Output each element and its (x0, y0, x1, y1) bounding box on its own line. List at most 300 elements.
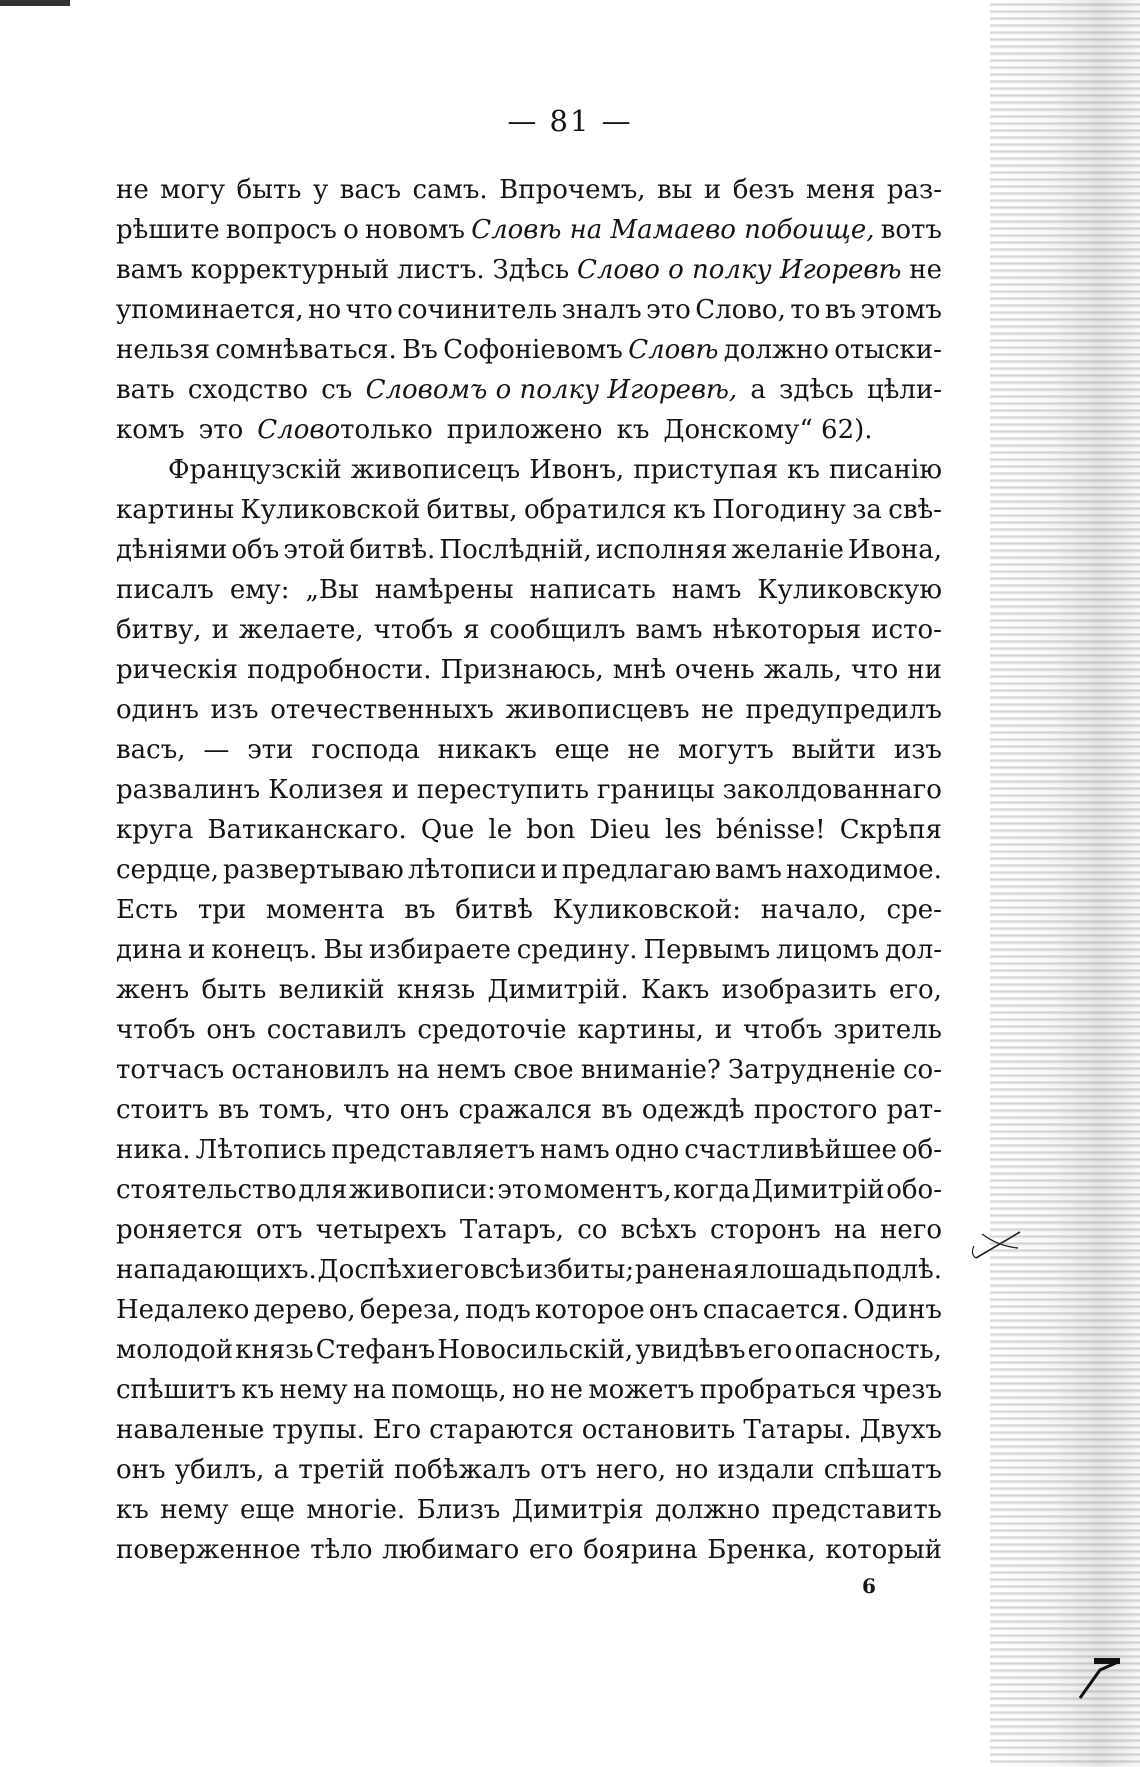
word: исполняя (595, 535, 728, 565)
word: Близъ (416, 1495, 501, 1525)
text-line (116, 170, 942, 210)
word: роняется (116, 1215, 243, 1245)
word: безъ (732, 175, 795, 205)
word: его (434, 1255, 480, 1285)
word: чтобъ (743, 1015, 823, 1045)
word: Слово о полку Игоревѣ (576, 255, 902, 285)
word: отъ (255, 1215, 303, 1245)
word: Димитрій (751, 1175, 885, 1205)
word: намѣрены (374, 575, 514, 605)
word: изобразить (721, 975, 877, 1005)
text-line (116, 650, 942, 690)
word: это (646, 295, 691, 325)
word: къ (673, 495, 706, 525)
text-line (116, 610, 942, 650)
word: не (627, 735, 661, 765)
word: лицомъ (776, 935, 880, 965)
word: одинъ (116, 695, 199, 725)
word: переступить (416, 775, 589, 805)
word: чтобъ (116, 1015, 196, 1045)
word: Одинъ (853, 1295, 942, 1325)
word: что (345, 295, 393, 325)
word: Куликовской: (552, 895, 742, 925)
word: но (511, 1375, 545, 1405)
word: что (851, 655, 899, 685)
word: Двухъ (859, 1415, 942, 1445)
word: Послѣдній, (439, 535, 592, 565)
word: всѣ (480, 1255, 525, 1285)
text-line (116, 1050, 942, 1090)
word: вотъ (880, 215, 942, 245)
word: ни (907, 655, 942, 685)
word: Лѣтопись (195, 1135, 327, 1165)
word: нему (279, 1375, 348, 1405)
word: всѣхъ (620, 1215, 697, 1245)
word: свое (513, 1055, 574, 1085)
text-line (116, 530, 942, 570)
word: но (308, 295, 342, 325)
word: живописцевъ (505, 695, 690, 725)
scan-edge-artifact (0, 0, 70, 6)
word: должно (723, 335, 829, 365)
word: упоминается, (116, 295, 304, 325)
word: Недалеко (116, 1295, 250, 1325)
word: вать (116, 375, 175, 405)
word: нельзя (116, 335, 210, 365)
word: листъ. (397, 255, 485, 285)
word: меня (806, 175, 876, 205)
word: къ (241, 1375, 275, 1405)
word: три (197, 895, 247, 925)
word: издали (717, 1455, 815, 1485)
text-line (116, 370, 942, 410)
word: об- (901, 1135, 942, 1165)
text-line (116, 1170, 942, 1210)
word: что (343, 1095, 391, 1125)
word: еще (239, 1495, 295, 1525)
word: Признаюсь, (440, 655, 604, 685)
word: не (550, 1375, 584, 1405)
word: къ (787, 455, 820, 485)
word: и (391, 775, 409, 805)
word: картины, (577, 1015, 704, 1045)
word: новомъ (364, 215, 465, 245)
word: князь (396, 975, 476, 1005)
text-line (116, 1330, 942, 1370)
word: за (852, 495, 882, 525)
word: комъ (116, 415, 185, 445)
word: развертываю (222, 855, 404, 885)
text-line (116, 250, 942, 290)
word: можетъ (588, 1375, 695, 1405)
word: онъ (206, 1015, 256, 1045)
word: Слово (257, 415, 341, 445)
word: къ (116, 1495, 149, 1525)
word: еще (554, 735, 610, 765)
word: Словѣ (628, 335, 719, 365)
word: заколдованнаго (722, 775, 942, 805)
word: не (701, 695, 734, 725)
word: третій (298, 1455, 385, 1485)
word: очень (675, 655, 755, 685)
word: круга (116, 815, 194, 845)
word: и (540, 855, 558, 885)
word: Куликовской (240, 495, 421, 525)
word: онъ (399, 1095, 450, 1125)
text-line (116, 970, 942, 1010)
word: конецъ. (211, 935, 318, 965)
word: Колизея (268, 775, 384, 805)
word: сочинитель (397, 295, 558, 325)
text-line (116, 690, 942, 730)
word: зритель (833, 1015, 942, 1045)
word: сомнѣваться. (215, 335, 397, 365)
word: васъ, (116, 735, 186, 765)
word: дерево, (253, 1295, 356, 1325)
word: желаете, (238, 615, 364, 645)
word: это (198, 415, 244, 445)
body-text (116, 170, 942, 1570)
word: Димитрія (511, 1495, 644, 1525)
word: и (188, 935, 206, 965)
word: выйти (791, 735, 876, 765)
word: увидѣвъ (635, 1335, 746, 1365)
text-line (116, 850, 942, 890)
word: въ (601, 1095, 633, 1125)
word: избиты; (525, 1255, 635, 1285)
word: Димитрій. (487, 975, 629, 1005)
word: приложено (446, 415, 603, 445)
word: Впрочемъ, (499, 175, 646, 205)
text-line (116, 1410, 942, 1450)
word: которое (535, 1295, 645, 1325)
word: битвѣ (455, 895, 533, 925)
text-line (116, 890, 942, 930)
text-line (116, 810, 942, 850)
word: предлагаю (561, 855, 712, 885)
text-line (116, 1490, 942, 1530)
word: Словомъ о полку Игоревѣ, (365, 375, 738, 405)
word: женъ (116, 975, 190, 1005)
word: многіе. (306, 1495, 406, 1525)
word: „Вы (305, 575, 359, 605)
text-line (116, 1010, 942, 1050)
text-line (116, 1250, 942, 1290)
word: на (353, 1375, 386, 1405)
word: Татаръ, (459, 1215, 565, 1245)
text-line (116, 730, 942, 770)
word: отечественныхъ (270, 695, 494, 725)
word: написать (529, 575, 656, 605)
word: приступая (633, 455, 779, 485)
word: свѣ- (888, 495, 942, 525)
word: Доспѣхи (317, 1255, 434, 1285)
word: томъ, (258, 1095, 334, 1125)
word: только (340, 415, 433, 445)
word: Здѣсь (492, 255, 570, 285)
word: въ (824, 295, 857, 325)
word: побѣжалъ (394, 1455, 531, 1485)
word: когда (673, 1175, 751, 1205)
word: les (664, 815, 702, 845)
word: писалъ (116, 575, 214, 605)
word: Первымъ (643, 935, 771, 965)
word: Есть (116, 895, 179, 925)
word: сторонъ (709, 1215, 821, 1245)
word: Dieu (589, 815, 651, 845)
word: и (703, 175, 722, 205)
word: онъ (116, 1455, 166, 1485)
word: могу (160, 175, 226, 205)
word: простого (753, 1095, 878, 1125)
word: помощь, (391, 1375, 507, 1405)
word: чтобъ (373, 615, 454, 645)
word: Словѣ на Мамаево побоище, (471, 215, 875, 245)
word: сердце, (116, 855, 219, 885)
word: битву, (116, 615, 202, 645)
word: bénisse! (716, 815, 826, 845)
word: его, (888, 975, 942, 1005)
word: средоточіе (417, 1015, 567, 1045)
word: эти (247, 735, 294, 765)
word: подлѣ. (852, 1255, 942, 1285)
word: остановить (581, 1415, 736, 1445)
word: четырехъ (315, 1215, 447, 1245)
word: битвы, (426, 495, 518, 525)
word: молодой (116, 1335, 234, 1365)
word: я (463, 615, 480, 645)
word: у (312, 175, 329, 205)
word: нему (160, 1495, 229, 1525)
word: здѣсь (779, 375, 854, 405)
word: это (497, 1175, 542, 1205)
word: Въ (402, 335, 438, 365)
word: васъ (339, 175, 402, 205)
word: исто- (871, 615, 942, 645)
text-line (116, 450, 942, 490)
word: живописецъ (350, 455, 521, 485)
word: на (833, 1215, 867, 1245)
word: жаль, (763, 655, 843, 685)
word: и (714, 1015, 733, 1045)
word: дина (116, 935, 183, 965)
word: могутъ (678, 735, 774, 765)
word: писанію (828, 455, 942, 485)
text-line (116, 1450, 942, 1490)
word: объ (231, 535, 280, 565)
word: его (528, 1535, 574, 1565)
scan-edge-shadow (990, 0, 1140, 1767)
word: къ (616, 415, 650, 445)
word: въ (218, 1095, 250, 1125)
word: со- (903, 1055, 942, 1085)
word: подъ (465, 1295, 531, 1325)
word: развалинъ (116, 775, 261, 805)
text-line (116, 1130, 942, 1170)
word: битвѣ. (349, 535, 436, 565)
word: представляетъ (331, 1135, 536, 1165)
word: раз- (886, 175, 942, 205)
word: то (790, 295, 821, 325)
word: никакъ (437, 735, 537, 765)
word: Его (372, 1415, 422, 1445)
word: его (747, 1335, 793, 1365)
word: Слово, (695, 295, 786, 325)
word: стоятельство (116, 1175, 297, 1205)
word: него, (595, 1455, 667, 1485)
word: Какъ (640, 975, 710, 1005)
word: этомъ (860, 295, 942, 325)
word: Стефанъ (315, 1335, 436, 1365)
word: тотчасъ (116, 1055, 225, 1085)
word: о (343, 215, 359, 245)
word: намъ (671, 575, 742, 605)
text-line (116, 770, 942, 810)
word: сходство (187, 375, 309, 405)
word: стоитъ (116, 1095, 209, 1125)
word: находимое. (785, 855, 942, 885)
word: убилъ, (174, 1455, 265, 1485)
word: великій (278, 975, 385, 1005)
word: — (203, 735, 230, 765)
word: Скрѣпя (839, 815, 942, 845)
signature-mark: 6 (862, 1574, 876, 1598)
word: Ивонъ, (529, 455, 625, 485)
word: одеждѣ (641, 1095, 745, 1125)
word: со (577, 1215, 608, 1245)
word: предупредилъ (745, 695, 942, 725)
word: средину. (516, 935, 638, 965)
word: который (825, 1535, 942, 1565)
word: Que (420, 815, 475, 845)
word: онъ (648, 1295, 699, 1325)
text-line (116, 570, 942, 610)
word: спѣшитъ (116, 1375, 236, 1405)
word: вамъ (116, 255, 183, 285)
word: но (675, 1455, 709, 1485)
word: этой (283, 535, 346, 565)
word: границы (596, 775, 715, 805)
text-line (116, 490, 942, 530)
word: быть (236, 175, 302, 205)
text-line (116, 1530, 942, 1570)
word: быть (201, 975, 267, 1005)
scan-smudge-icon (1050, 1640, 1120, 1700)
word: отыски- (834, 335, 942, 365)
word: картины (116, 495, 235, 525)
word: представить (771, 1495, 942, 1525)
word: лѣтописи (407, 855, 537, 885)
word: него (880, 1215, 942, 1245)
word: корректурный (190, 255, 390, 285)
word: спасается. (702, 1295, 850, 1325)
word: намъ (540, 1135, 610, 1165)
word: остановилъ (231, 1055, 390, 1085)
word: дол- (885, 935, 942, 965)
word: на (396, 1055, 430, 1085)
word: самъ. (412, 175, 488, 205)
word: пробраться (699, 1375, 857, 1405)
word: избираете (369, 935, 511, 965)
word: дѣніями (116, 535, 228, 565)
word: изъ (893, 735, 942, 765)
word: ему: (229, 575, 290, 605)
word: ника. (116, 1135, 191, 1165)
text-line (116, 1090, 942, 1130)
word: нападающихъ. (116, 1255, 317, 1285)
word: Вы (323, 935, 364, 965)
word: тѣло (310, 1535, 373, 1565)
word: сообщилъ (489, 615, 626, 645)
word: желаніе (731, 535, 844, 565)
word: подробности. (247, 655, 432, 685)
word: составилъ (266, 1015, 407, 1045)
word: мнѣ (612, 655, 667, 685)
word: Французскій (168, 455, 342, 485)
word: въ (404, 895, 436, 925)
word: Татары. (743, 1415, 852, 1445)
word: спѣшатъ (823, 1455, 942, 1485)
word: не (116, 175, 149, 205)
word: le (488, 815, 513, 845)
text-line (116, 290, 942, 330)
word: рѣшите (116, 215, 220, 245)
word: нѣкоторыя (712, 615, 862, 645)
word: вамъ (715, 855, 782, 885)
word: момента (265, 895, 385, 925)
word: не (909, 255, 942, 285)
word: Ивона, (847, 535, 942, 565)
word: съ (321, 375, 353, 405)
text-line (116, 210, 942, 250)
word: начало, (760, 895, 867, 925)
word: а (750, 375, 766, 405)
word: вопросъ (225, 215, 337, 245)
word: живописи: (348, 1175, 496, 1205)
word: рическія (116, 655, 239, 685)
word: боярина (583, 1535, 698, 1565)
word: счастливѣйшее (684, 1135, 897, 1165)
text-line (116, 930, 942, 970)
text-line (116, 330, 942, 370)
word: для (298, 1175, 348, 1205)
word: трупы. (272, 1415, 365, 1445)
word: Донскому“ 62). (663, 415, 873, 445)
word: bon (526, 815, 576, 845)
word: немъ (436, 1055, 507, 1085)
word: чрезъ (862, 1375, 942, 1405)
word: Бренка, (707, 1535, 816, 1565)
word: изъ (210, 695, 259, 725)
word: отъ (540, 1455, 587, 1485)
word: должно (655, 1495, 761, 1525)
word: сражался (458, 1095, 593, 1125)
word: моментъ, (543, 1175, 672, 1205)
word: обратился (523, 495, 667, 525)
word: и (211, 615, 229, 645)
word: раненая (634, 1255, 749, 1285)
word: любимаго (382, 1535, 520, 1565)
word: Затрудненіе (728, 1055, 896, 1085)
text-line (116, 1290, 942, 1330)
word: зналъ (561, 295, 642, 325)
text-line (116, 1210, 942, 1250)
word: наваленые (116, 1415, 265, 1445)
word: вы (657, 175, 693, 205)
word: рат- (886, 1095, 942, 1125)
page-number: — 81 — (507, 104, 633, 138)
text-line (116, 1370, 942, 1410)
